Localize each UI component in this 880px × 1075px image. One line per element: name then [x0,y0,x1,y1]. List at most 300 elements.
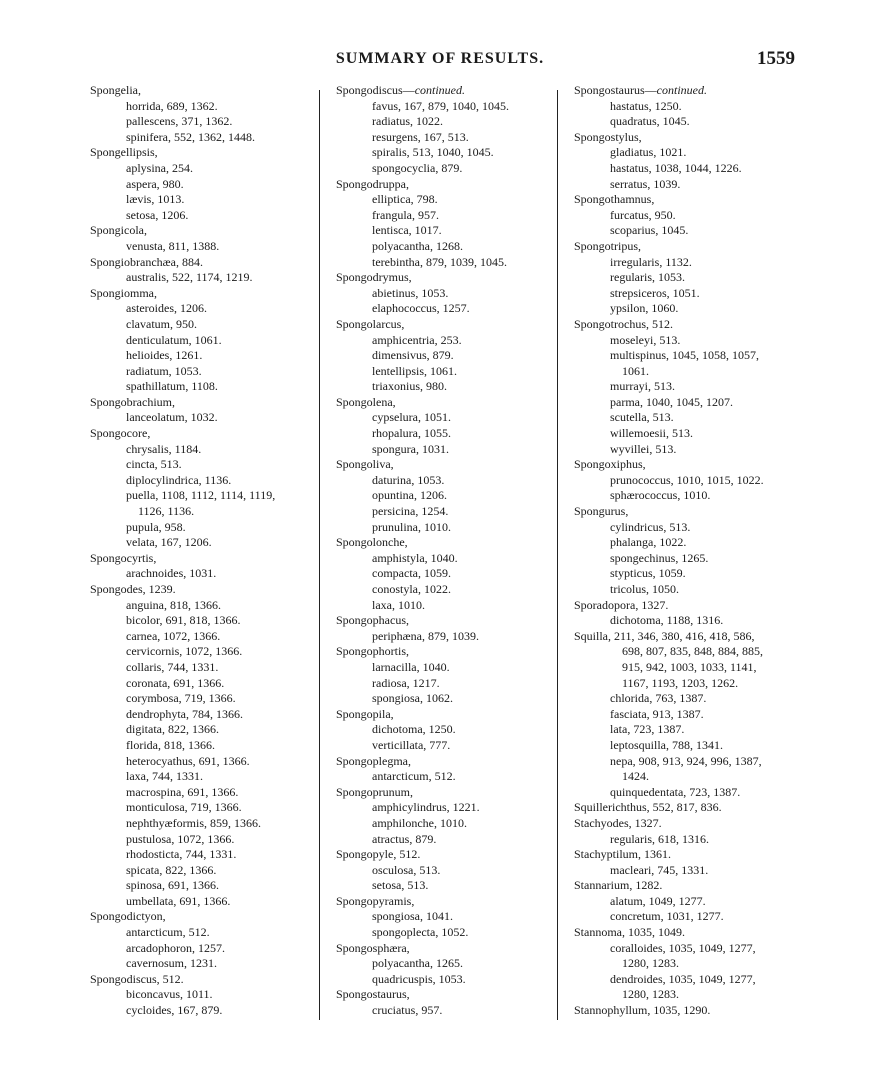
index-species-entry [88,707,326,723]
entry-text: hastatus, 1038, 1044, 1226. [610,160,742,175]
index-species-entry [88,941,326,957]
entry-text: spongoplecta, 1052. [372,925,469,940]
index-continuation-line [572,676,802,692]
index-species-entry [334,442,556,458]
entry-text: collaris, 744, 1331. [126,659,219,674]
entry-text: Spongopyramis, [336,893,415,908]
index-species-entry [572,223,802,239]
index-genus-entry [572,130,802,146]
entry-text: Spongobrachium, [90,394,175,409]
entry-text: polyacantha, 1265. [372,956,463,971]
entry-text: Spongiobranchæa, 884. [90,254,203,269]
entry-text: 1061. [622,363,649,378]
entry-text: pupula, 958. [126,519,186,534]
entry-text: spinosa, 691, 1366. [126,878,219,893]
entry-text: Spongodictyon, [90,909,166,924]
index-species-entry [334,239,556,255]
entry-text: osculosa, 513. [372,862,441,877]
index-species-entry [88,816,326,832]
index-species-entry [334,878,556,894]
index-species-entry [88,410,326,426]
entry-text: serratus, 1039. [610,176,681,191]
entry-text: ypsilon, 1060. [610,301,679,316]
entry-text: spinifera, 552, 1362, 1448. [126,129,255,144]
page-header [0,48,880,78]
index-genus-entry [88,145,326,161]
index-species-entry [334,598,556,614]
index-genus-entry [334,177,556,193]
entry-text: elliptica, 798. [372,192,438,207]
index-species-entry [572,863,802,879]
index-species-entry [572,395,802,411]
entry-text: setosa, 513. [372,878,429,893]
index-genus-entry [572,239,802,255]
index-genus-entry [334,707,556,723]
entry-text: regularis, 618, 1316. [610,831,709,846]
index-species-entry [88,130,326,146]
entry-text: amphicentria, 253. [372,332,462,347]
index-species-entry [334,301,556,317]
entry-text: cruciatus, 957. [372,1003,443,1018]
entry-text: murrayi, 513. [610,379,675,394]
index-species-entry [572,99,802,115]
entry-text: moseleyi, 513. [610,332,681,347]
index-species-entry [334,722,556,738]
index-species-entry [572,114,802,130]
entry-text: Spongolarcus, [336,316,405,331]
entry-text: Spongostaurus, [336,987,410,1002]
index-species-entry [88,878,326,894]
index-genus-entry [572,504,802,520]
index-species-entry [572,691,802,707]
entry-text: clavatum, 950. [126,316,197,331]
entry-text: aplysina, 254. [126,160,193,175]
index-species-entry [88,660,326,676]
index-species-entry [88,457,326,473]
index-species-entry [88,785,326,801]
entry-text: 1280, 1283. [622,987,679,1002]
index-column-2 [334,83,556,1019]
entry-text: lentellipsis, 1061. [372,363,457,378]
index-species-entry [334,566,556,582]
entry-text: chrysalis, 1184. [126,441,202,456]
entry-text: antarcticum, 512. [126,925,210,940]
entry-text: phalanga, 1022. [610,535,687,550]
index-species-entry [88,738,326,754]
index-species-entry [572,535,802,551]
index-species-entry [334,473,556,489]
index-genus-entry [334,270,556,286]
entry-text: spongocyclia, 879. [372,160,463,175]
index-species-entry [88,488,326,504]
index-genus-entry [572,598,802,614]
entry-text: dendrophyta, 784, 1366. [126,706,243,721]
index-species-entry [88,754,326,770]
index-species-entry [88,925,326,941]
entry-text: Spongodrymus, [336,270,412,285]
index-species-entry [334,909,556,925]
index-species-entry [88,769,326,785]
index-genus-entry [334,941,556,957]
entry-text: velata, 167, 1206. [126,535,212,550]
entry-text: frangula, 957. [372,207,439,222]
index-species-entry [334,956,556,972]
index-species-entry [88,208,326,224]
index-species-entry [334,364,556,380]
entry-text: horrida, 689, 1362. [126,98,218,113]
entry-text: Spongoliva, [336,457,394,472]
index-species-entry [334,629,556,645]
index-species-entry [88,676,326,692]
index-genus-entry [334,83,556,99]
entry-text: macrospina, 691, 1366. [126,784,239,799]
entry-text: spongiosa, 1062. [372,691,453,706]
index-species-entry [88,987,326,1003]
entry-text: setosa, 1206. [126,207,189,222]
index-species-entry [572,301,802,317]
entry-text: fasciata, 913, 1387. [610,706,704,721]
entry-text: Spongostylus, [574,129,642,144]
entry-text: corymbosa, 719, 1366. [126,691,236,706]
entry-text: cycloides, 167, 879. [126,1003,223,1018]
index-continuation-line [572,364,802,380]
entry-text: prunulina, 1010. [372,519,451,534]
entry-text: Spongocyrtis, [90,550,157,565]
entry-text: radiatus, 1022. [372,114,443,129]
index-species-entry [88,333,326,349]
entry-text: concretum, 1031, 1277. [610,909,724,924]
entry-text: denticulatum, 1061. [126,332,222,347]
index-genus-entry [88,223,326,239]
continued-label: continued. [656,83,707,97]
index-species-entry [572,785,802,801]
entry-text: florida, 818, 1366. [126,737,215,752]
index-continuation-line [572,769,802,785]
index-species-entry [334,286,556,302]
entry-text: Stannarium, 1282. [574,878,663,893]
index-species-entry [572,566,802,582]
index-species-entry [88,644,326,660]
index-species-entry [334,99,556,115]
entry-text: amphistyla, 1040. [372,550,458,565]
index-species-entry [88,239,326,255]
index-continuation-line [572,660,802,676]
index-species-entry [88,956,326,972]
entry-text: heterocyathus, 691, 1366. [126,753,250,768]
index-genus-entry [572,925,802,941]
index-genus-entry [572,800,802,816]
entry-text: nepa, 908, 913, 924, 996, 1387, [610,753,762,768]
index-species-entry [572,582,802,598]
index-genus-entry [334,894,556,910]
index-genus-entry [572,629,802,645]
entry-text: Spongicola, [90,223,147,238]
index-species-entry [88,114,326,130]
entry-text: Spongolena, [336,394,396,409]
entry-text: parma, 1040, 1045, 1207. [610,394,733,409]
index-species-entry [572,208,802,224]
entry-text: cypselura, 1051. [372,410,451,425]
index-species-entry [88,894,326,910]
entry-text: periphæna, 879, 1039. [372,628,479,643]
index-species-entry [88,442,326,458]
entry-text: dimensivus, 879. [372,348,454,363]
entry-text: triaxonius, 980. [372,379,447,394]
entry-text: pustulosa, 1072, 1366. [126,831,235,846]
index-species-entry [572,333,802,349]
index-species-entry [334,348,556,364]
index-genus-entry [88,582,326,598]
entry-text: stypticus, 1059. [610,566,686,581]
entry-text: Spongoxiphus, [574,457,646,472]
entry-text: Spongoplegma, [336,753,411,768]
entry-text: arcadophoron, 1257. [126,940,225,955]
entry-text: 1280, 1283. [622,956,679,971]
index-species-entry [572,410,802,426]
entry-text: Spongotripus, [574,238,642,253]
entry-text: Stannoma, 1035, 1049. [574,925,685,940]
index-continuation-line [88,504,326,520]
entry-text: gladiatus, 1021. [610,145,687,160]
entry-text: 1424. [622,769,649,784]
index-species-entry [572,738,802,754]
entry-text: favus, 167, 879, 1040, 1045. [372,98,509,113]
entry-text: prunococcus, 1010, 1015, 1022. [610,472,764,487]
index-species-entry [572,722,802,738]
entry-text: pallescens, 371, 1362. [126,114,233,129]
entry-text: Spongiomma, [90,285,158,300]
entry-text: Spongophortis, [336,644,410,659]
entry-text: spongura, 1031. [372,441,449,456]
entry-text: abietinus, 1053. [372,285,449,300]
entry-text: digitata, 822, 1366. [126,722,219,737]
index-species-entry [334,145,556,161]
entry-text: 1167, 1193, 1203, 1262. [622,675,739,690]
entry-text: aspera, 980. [126,176,184,191]
entry-text: daturina, 1053. [372,472,445,487]
entry-text: 915, 942, 1003, 1033, 1141, [622,659,757,674]
index-species-entry [572,348,802,364]
entry-text: larnacilla, 1040. [372,659,450,674]
index-genus-entry [88,83,326,99]
index-genus-entry [572,192,802,208]
index-species-entry [334,800,556,816]
continued-label: continued. [414,83,466,97]
entry-text: nephthyæformis, 859, 1366. [126,815,261,830]
entry-text: 1126, 1136. [138,504,195,519]
entry-text: spongechinus, 1265. [610,550,709,565]
index-column-1 [88,83,326,1019]
entry-text: spicata, 822, 1366. [126,862,217,877]
entry-text: amphilonche, 1010. [372,815,467,830]
index-genus-entry [572,878,802,894]
entry-text: Spongodruppa, [336,176,409,191]
index-genus-entry [572,317,802,333]
index-species-entry [334,691,556,707]
index-species-entry [334,192,556,208]
entry-text: Spongopila, [336,706,394,721]
index-genus-entry [334,754,556,770]
index-species-entry [334,223,556,239]
entry-text: dichotoma, 1188, 1316. [610,613,724,628]
entry-text: spathillatum, 1108. [126,379,218,394]
index-genus-entry [572,847,802,863]
index-column-3 [572,83,802,1019]
index-genus-entry [88,909,326,925]
entry-text: amphicylindrus, 1221. [372,800,480,815]
index-species-entry [88,99,326,115]
entry-text: Spongodiscus, 512. [90,971,184,986]
index-species-entry [334,738,556,754]
index-species-entry [334,504,556,520]
index-species-entry [88,566,326,582]
index-species-entry [88,1003,326,1019]
entry-text: quadricuspis, 1053. [372,971,466,986]
index-species-entry [88,863,326,879]
entry-text: furcatus, 950. [610,207,676,222]
index-species-entry [88,192,326,208]
entry-text: spiralis, 513, 1040, 1045. [372,145,494,160]
index-species-entry [88,379,326,395]
entry-text: bicolor, 691, 818, 1366. [126,613,241,628]
index-species-entry [572,941,802,957]
index-species-entry [572,972,802,988]
index-species-entry [572,754,802,770]
index-species-entry [334,972,556,988]
entry-text: Sporadopora, 1327. [574,597,669,612]
entry-text: cervicornis, 1072, 1366. [126,644,243,659]
entry-text: laxa, 744, 1331. [126,769,203,784]
index-species-entry [572,145,802,161]
index-genus-entry [88,426,326,442]
index-genus-entry [334,987,556,1003]
index-species-entry [88,301,326,317]
index-species-entry [88,832,326,848]
index-species-entry [88,800,326,816]
entry-text: venusta, 811, 1388. [126,238,220,253]
index-species-entry [572,286,802,302]
entry-text: compacta, 1059. [372,566,451,581]
entry-text: tricolus, 1050. [610,582,679,596]
entry-text: Stachyptilum, 1361. [574,847,671,862]
index-species-entry [334,551,556,567]
index-species-entry [334,426,556,442]
entry-text: Spongolonche, [336,535,408,550]
entry-text: macleari, 745, 1331. [610,862,709,877]
index-species-entry [88,613,326,629]
index-genus-entry [572,816,802,832]
entry-text: irregularis, 1132. [610,254,692,269]
entry-text: scoparius, 1045. [610,223,689,238]
entry-text: atractus, 879. [372,831,437,846]
entry-text: coralloides, 1035, 1049, 1277, [610,940,756,955]
index-species-entry [88,598,326,614]
entry-text: willemoesii, 513. [610,426,693,441]
index-genus-entry [334,395,556,411]
index-genus-entry [334,644,556,660]
index-genus-entry [572,83,802,99]
index-species-entry [88,270,326,286]
entry-text: Spongosphæra, [336,940,410,955]
entry-text: cincta, 513. [126,457,182,472]
entry-text: dichotoma, 1250. [372,722,456,737]
entry-text: biconcavus, 1011. [126,987,213,1002]
entry-text: Spongelia, [90,83,141,97]
entry-text: Spongophacus, [336,613,409,628]
index-species-entry [572,832,802,848]
index-genus-entry [88,972,326,988]
index-species-entry [88,161,326,177]
index-species-entry [88,722,326,738]
index-species-entry [334,488,556,504]
index-species-entry [572,379,802,395]
index-species-entry [572,551,802,567]
entry-text: Spongodes, 1239. [90,582,176,596]
index-species-entry [88,535,326,551]
entry-text: umbellata, 691, 1366. [126,893,231,908]
entry-text: helioides, 1261. [126,348,203,363]
entry-text: Spongotrochus, 512. [574,316,673,331]
entry-text: Spongothamnus, [574,192,655,207]
index-species-entry [334,769,556,785]
index-genus-entry [572,1003,802,1019]
index-species-entry [334,832,556,848]
entry-text: coronata, 691, 1366. [126,675,225,690]
index-species-entry [88,177,326,193]
entry-text: carnea, 1072, 1366. [126,628,221,643]
index-species-entry [572,520,802,536]
index-species-entry [88,629,326,645]
index-species-entry [334,520,556,536]
index-species-entry [572,161,802,177]
entry-text: resurgens, 167, 513. [372,129,469,144]
entry-text: rhodosticta, 744, 1331. [126,847,237,862]
index-genus-entry [334,785,556,801]
entry-text: Spongostaurus— [574,83,657,97]
index-species-entry [88,348,326,364]
entry-text: strepsiceros, 1051. [610,285,700,300]
entry-text: conostyla, 1022. [372,582,451,596]
entry-text: australis, 522, 1174, 1219. [126,270,253,285]
index-species-entry [334,816,556,832]
index-species-entry [572,442,802,458]
entry-text: lanceolatum, 1032. [126,410,218,425]
running-title: SUMMARY OF RESULTS. [335,50,545,67]
index-species-entry [572,613,802,629]
index-species-entry [88,364,326,380]
entry-text: rhopalura, 1055. [372,426,451,441]
index-genus-entry [334,613,556,629]
index-continuation-line [572,956,802,972]
entry-text: regularis, 1053. [610,270,685,285]
index-species-entry [572,426,802,442]
entry-text: Stachyodes, 1327. [574,815,662,830]
index-genus-entry [572,457,802,473]
entry-text: antarcticum, 512. [372,769,456,784]
column-divider [557,90,558,1020]
entry-text: scutella, 513. [610,410,674,425]
index-species-entry [572,909,802,925]
entry-text: chlorida, 763, 1387. [610,691,707,706]
entry-text: Spongocore, [90,426,151,441]
entry-text: hastatus, 1250. [610,98,682,113]
index-continuation-line [572,987,802,1003]
index-species-entry [88,317,326,333]
index-species-entry [572,177,802,193]
index-genus-entry [88,395,326,411]
entry-text: sphærococcus, 1010. [610,488,711,503]
entry-text: monticulosa, 719, 1366. [126,800,242,815]
